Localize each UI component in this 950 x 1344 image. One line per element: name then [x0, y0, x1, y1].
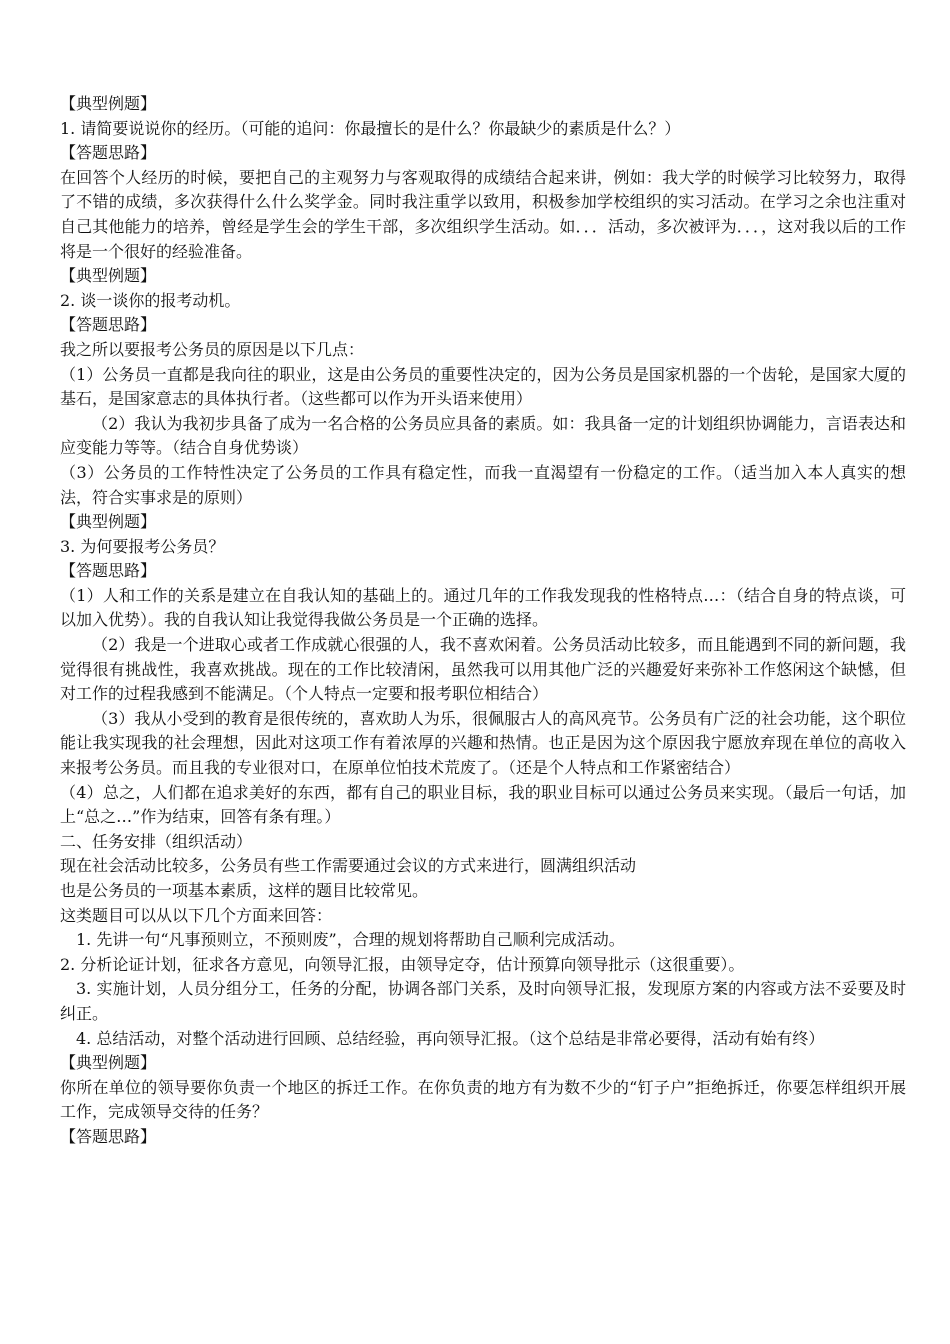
- paragraph: 【典型例题】: [60, 266, 157, 286]
- paragraph: （1）人和工作的关系是建立在自我认知的基础上的。通过几年的工作我发现我的性格特点…：（结合自身的特点谈，可以加入优势）。我的自我认知让我觉得我做公务员是一个正确的选择。: [60, 585, 906, 630]
- document-body: [60, 92, 906, 1150]
- paragraph: 【典型例题】: [60, 94, 157, 113]
- paragraph: 现在社会活动比较多，公务员有些工作需要通过会议的方式来进行，圆满组织活动: [60, 856, 637, 876]
- paragraph: 【答题思路】: [60, 143, 157, 163]
- paragraph: 3. 实施计划，人员分组分工，任务的分配，协调各部门关系，及时向领导汇报，发现原方案的内容或方法不妥要及时纠正。: [60, 979, 906, 1023]
- paragraph: 二、任务安排（组织活动）: [60, 831, 253, 851]
- paragraph: 我之所以要报考公务员的原因是以下几点：: [60, 339, 365, 359]
- paragraph: 【答题思路】: [60, 561, 157, 581]
- paragraph: 这类题目可以从以下几个方面来回答：: [60, 905, 333, 925]
- paragraph: 【典型例题】: [60, 512, 157, 532]
- paragraph: （4）总之，人们都在追求美好的东西，都有自己的职业目标，我的职业目标可以通过公务员来实现。（最后一句话，加上“总之…”作为结束，回答有条有理。）: [60, 782, 906, 827]
- paragraph: 你所在单位的领导要你负责一个地区的拆迁工作。在你负责的地方有为数不少的“钉子户”拒绝拆迁，你要怎样组织开展工作，完成领导交待的任务？: [60, 1077, 906, 1122]
- paragraph: 也是公务员的一项基本素质，这样的题目比较常见。: [60, 881, 429, 900]
- paragraph: （3）我从小受到的教育是很传统的，喜欢助人为乐，很佩服古人的高风亮节。公务员有广泛的社会功能，这个职位能让我实现我的社会理想，因此对这项工作有着浓厚的兴趣和热情。也正是因为这个原因我宁愿放弃现在单位的高收入来报考公务员。而且我的专业很对口，在原单位怕技术荒废了。（还是个人特点和工作紧密结合）: [60, 708, 906, 778]
- paragraph: 1. 先讲一句“凡事预则立，不预则废”，合理的规划将帮助自己顺利完成活动。: [76, 930, 625, 950]
- paragraph: （1）公务员一直都是我向往的职业，这是由公务员的重要性决定的，因为公务员是国家机器的一个齿轮，是国家大厦的基石，是国家意志的具体执行者。（这些都可以作为开头语来使用）: [60, 364, 906, 409]
- paragraph: 3. 为何要报考公务员？: [60, 536, 225, 556]
- paragraph: 在回答个人经历的时候，要把自己的主观努力与客观取得的成绩结合起来讲，例如：我大学的时候学习比较努力，取得了不错的成绩，多次获得什么什么奖学金。同时我注重学以致用，积极参加学校组织的实习活动。在学习之余也注重对自己其他能力的培养，曾经是学生会的学生干部，多次组织学生活动。如．．．活动，多次被评为．．．，这对我以后的工作将是一个很好的经验准备。: [60, 167, 906, 261]
- paragraph: 【典型例题】: [60, 1053, 157, 1073]
- paragraph: （3）公务员的工作特性决定了公务员的工作具有稳定性，而我一直渴望有一份稳定的工作。（适当加入本人真实的想法，符合实事求是的原则）: [60, 462, 906, 507]
- paragraph: 2. 分析论证计划，征求各方意见，向领导汇报，由领导定夺，估计预算向领导批示（这很重要）。: [60, 954, 745, 974]
- paragraph: 【答题思路】: [60, 315, 157, 335]
- paragraph: 4. 总结活动，对整个活动进行回顾、总结经验，再向领导汇报。（这个总结是非常必要得，活动有始有终）: [76, 1028, 825, 1048]
- paragraph: 2. 谈一谈你的报考动机。: [60, 290, 241, 310]
- paragraph: （2）我认为我初步具备了成为一名合格的公务员应具备的素质。如：我具备一定的计划组织协调能力，言语表达和应变能力等等。（结合自身优势谈）: [60, 413, 906, 458]
- paragraph: 【答题思路】: [60, 1126, 157, 1146]
- paragraph: 1. 请简要说说你的经历。（可能的追问：你最擅长的是什么？你最缺少的素质是什么？）: [60, 118, 681, 138]
- paragraph: （2）我是一个进取心或者工作成就心很强的人，我不喜欢闲着。公务员活动比较多，而且能遇到不同的新问题，我觉得很有挑战性，我喜欢挑战。现在的工作比较清闲，虽然我可以用其他广泛的兴趣爱好来弥补工作悠闲这个缺憾，但对工作的过程我感到不能满足。（个人特点一定要和报考职位相结合）: [60, 635, 906, 704]
